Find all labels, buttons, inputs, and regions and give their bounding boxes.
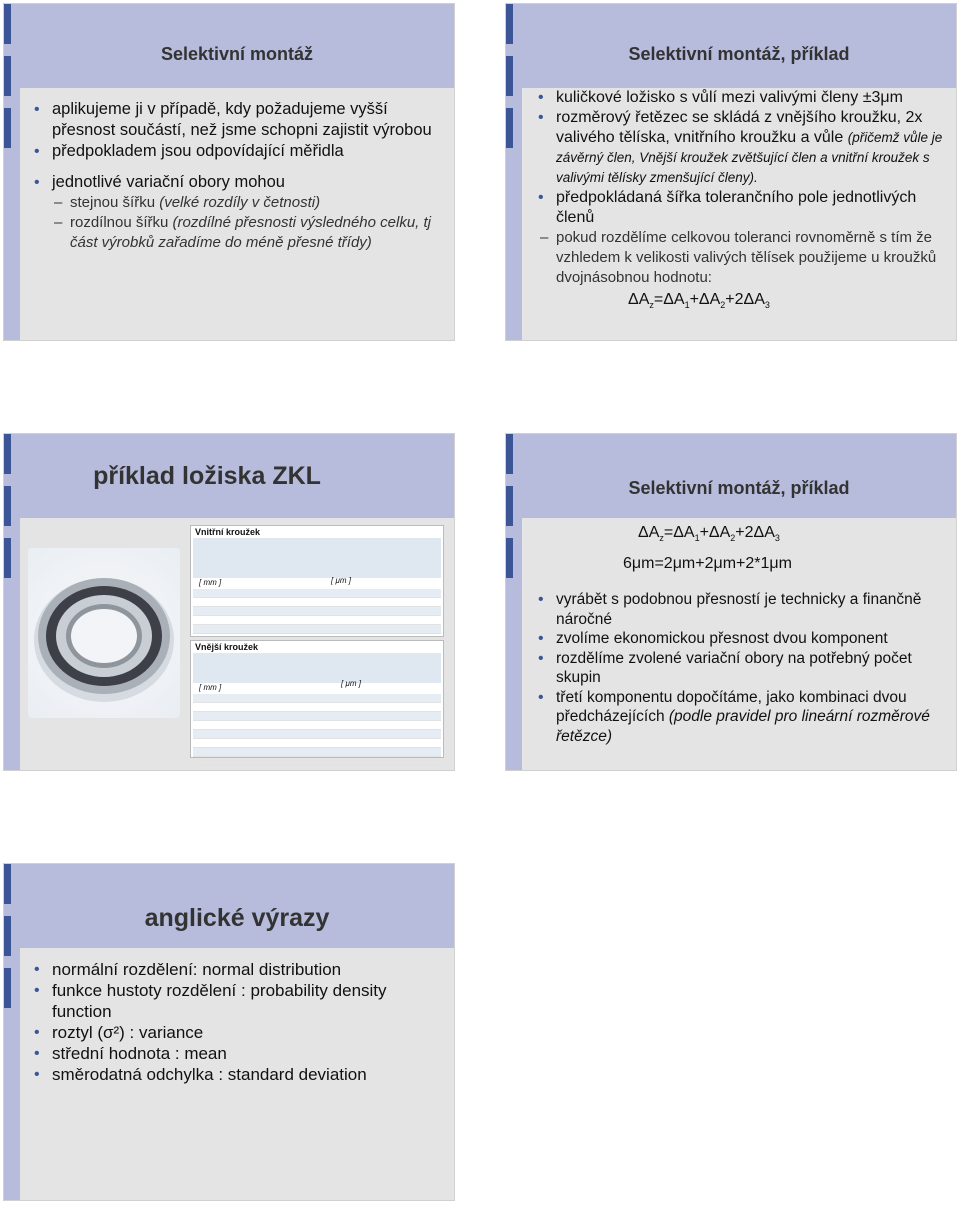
table-header bbox=[193, 538, 441, 578]
table-row bbox=[193, 730, 441, 739]
slide-5 bbox=[3, 863, 455, 1201]
bullet bbox=[538, 688, 944, 747]
sub-bullet: – pokud rozdělíme celkovou toleranci rovnoměrně s tím že vzhledem k velikosti valivých tělísek použijeme u kroužků dvojnásobnou hodnotu: bbox=[540, 228, 944, 288]
slide-body bbox=[34, 99, 442, 253]
list-item: • funkce hustoty rozdělení : probability density function bbox=[34, 980, 442, 1022]
table-row bbox=[193, 625, 441, 634]
table-row bbox=[193, 607, 441, 616]
sub-bullet-text: rozdílnou šířku bbox=[70, 214, 173, 231]
side-bar bbox=[4, 4, 20, 340]
sub-bullet-italic: (velké rozdíly v četnosti) bbox=[159, 194, 321, 211]
table-row bbox=[193, 694, 441, 703]
bullet bbox=[538, 108, 944, 188]
bullet-text: třetí komponentu dopočítáme, jako kombinaci dvou předcházejících bbox=[556, 688, 907, 726]
bullet: • zvolíme ekonomickou přesnost dvou komponent bbox=[538, 629, 944, 649]
table-title: Vnitřní kroužek bbox=[195, 527, 261, 537]
slide-body bbox=[34, 959, 442, 1085]
list-item: • roztyl (σ²) : variance bbox=[34, 1022, 442, 1043]
inner-ring-table bbox=[190, 525, 444, 637]
slide-title: příklad ložiska ZKL bbox=[93, 462, 321, 490]
slide-title: anglické výrazy bbox=[144, 904, 330, 932]
table-row bbox=[193, 721, 441, 730]
slide-title: Selektivní montáž, příklad bbox=[628, 44, 850, 64]
slide-title: Selektivní montáž, příklad bbox=[628, 478, 850, 498]
side-bar bbox=[4, 434, 20, 770]
sub-bullet bbox=[54, 193, 442, 213]
table-row bbox=[193, 712, 441, 721]
slide-4 bbox=[505, 433, 957, 771]
slide-2 bbox=[505, 3, 957, 341]
list-item: • střední hodnota : mean bbox=[34, 1043, 442, 1064]
table-title: Vnější kroužek bbox=[195, 642, 259, 652]
unit-um: [ μm ] bbox=[331, 576, 351, 585]
slide-1 bbox=[3, 3, 455, 341]
table-row bbox=[193, 589, 441, 598]
slide-body bbox=[538, 88, 944, 315]
side-bar bbox=[506, 434, 522, 770]
sub-bullet-text: stejnou šířku bbox=[70, 194, 160, 211]
bullet: • aplikujeme ji v případě, kdy požadujeme vyšší přesnost součástí, než jsme schopni zajistit výrobou bbox=[34, 99, 442, 141]
slide-body bbox=[538, 522, 944, 746]
formula: $\Delta A_z=\Delta A_1+\Delta A_2+2\Delta A_3$ bbox=[638, 524, 780, 544]
table-row bbox=[193, 598, 441, 607]
unit-um: [ μm ] bbox=[341, 679, 361, 688]
bullet bbox=[34, 172, 442, 253]
sub-bullet bbox=[54, 213, 442, 253]
unit-mm: [ mm ] bbox=[199, 683, 222, 692]
bullet: • předpokladem jsou odpovídající měřidla bbox=[34, 141, 442, 162]
bearing-image bbox=[28, 548, 180, 718]
bullet-italic: (přičemž vůle je závěrný člen, Vnější kroužek zvětšující člen a vnitřní kroužek s valivými tělísky zmenšující členy). bbox=[556, 130, 943, 185]
table-row bbox=[193, 703, 441, 712]
bullet-italic: (podle pravidel pro lineární rozměrové řetězce) bbox=[556, 708, 930, 745]
bullet-text: rozměrový řetězec se skládá z vnějšího kroužku, 2x valivého tělíska, vnitřního kroužku a vůle bbox=[556, 109, 923, 146]
table-row bbox=[193, 748, 441, 757]
slide-title: Selektivní montáž bbox=[160, 44, 314, 64]
side-bar bbox=[4, 864, 20, 1200]
table-header bbox=[193, 653, 441, 683]
bullet-text: jednotlivé variační obory mohou bbox=[52, 173, 285, 191]
table-row bbox=[193, 757, 441, 766]
outer-ring-table bbox=[190, 640, 444, 758]
side-bar bbox=[506, 4, 522, 340]
title-band bbox=[506, 434, 956, 518]
table-row bbox=[193, 616, 441, 625]
sub-bullet-italic: (rozdílné přesnosti výsledného celku, tj část výrobků zařadíme do méně přesné třídy) bbox=[70, 214, 432, 251]
bullet: • předpokládaná šířka tolerančního pole jednotlivých členů bbox=[538, 188, 944, 228]
bullet: • rozdělíme zvolené variační obory na potřebný počet skupin bbox=[538, 649, 944, 688]
bullet: • kuličkové ložisko s vůlí mezi valivými členy ±3μm bbox=[538, 88, 944, 108]
list-item: • směrodatná odchylka : standard deviation bbox=[34, 1064, 442, 1085]
formula-2: 6μm=2μm+2μm+2*1μm bbox=[623, 555, 792, 573]
table-row bbox=[193, 739, 441, 748]
formula: $\Delta A_z=\Delta A_1+\Delta A_2+2\Delta A_3$ bbox=[628, 291, 770, 311]
list-item: • normální rozdělení: normal distribution bbox=[34, 959, 442, 980]
unit-mm: [ mm ] bbox=[199, 578, 222, 587]
bullet: • vyrábět s podobnou přesností je technicky a finančně náročné bbox=[538, 590, 944, 629]
